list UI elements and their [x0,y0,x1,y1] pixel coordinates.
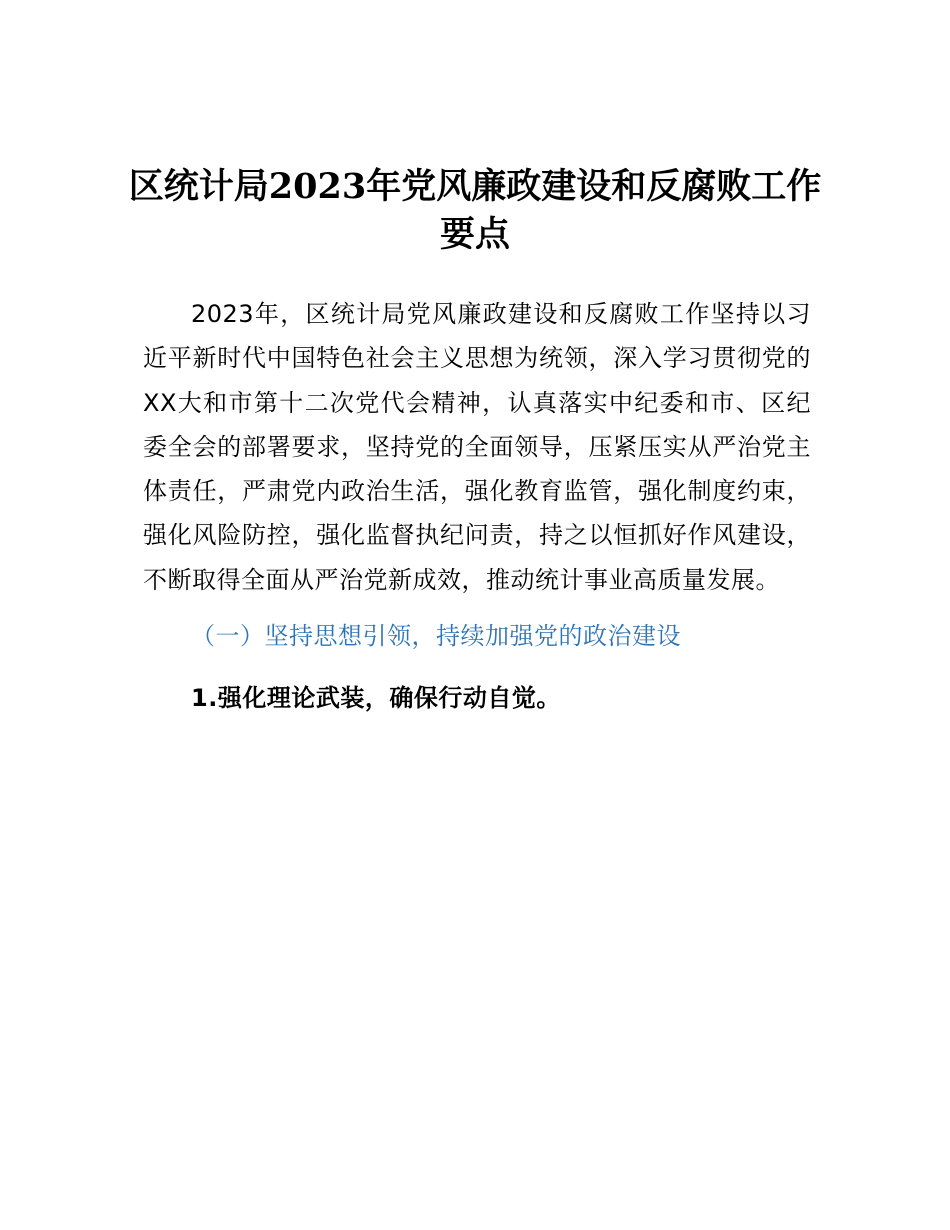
section-heading: （一）坚持思想引领，持续加强党的政治建设 [191,622,681,650]
item-heading: 1.强化理论武装，确保行动自觉。 [191,684,561,712]
intro-paragraph: 2023年，区统计局党风廉政建设和反腐败工作坚持以习近平新时代中国特色社会主义思想为统领，深入学习贯彻党的XX大和市第十二次党代会精神，认真落实中纪委和市、区纪委全会的部署要求，坚持党的全面领导，压紧压实从严治党主体责任，严肃党内政治生活，强化教育监管，强化制度约束，强化风险防控，强化监督执纪问责，持之以恒抓好作风建设，不断取得全面从严治党新成效，推动统计事业高质量发展。 [143,300,811,594]
document-title: 区统计局2023年党风廉政建设和反腐败工作要点 [128,166,822,255]
